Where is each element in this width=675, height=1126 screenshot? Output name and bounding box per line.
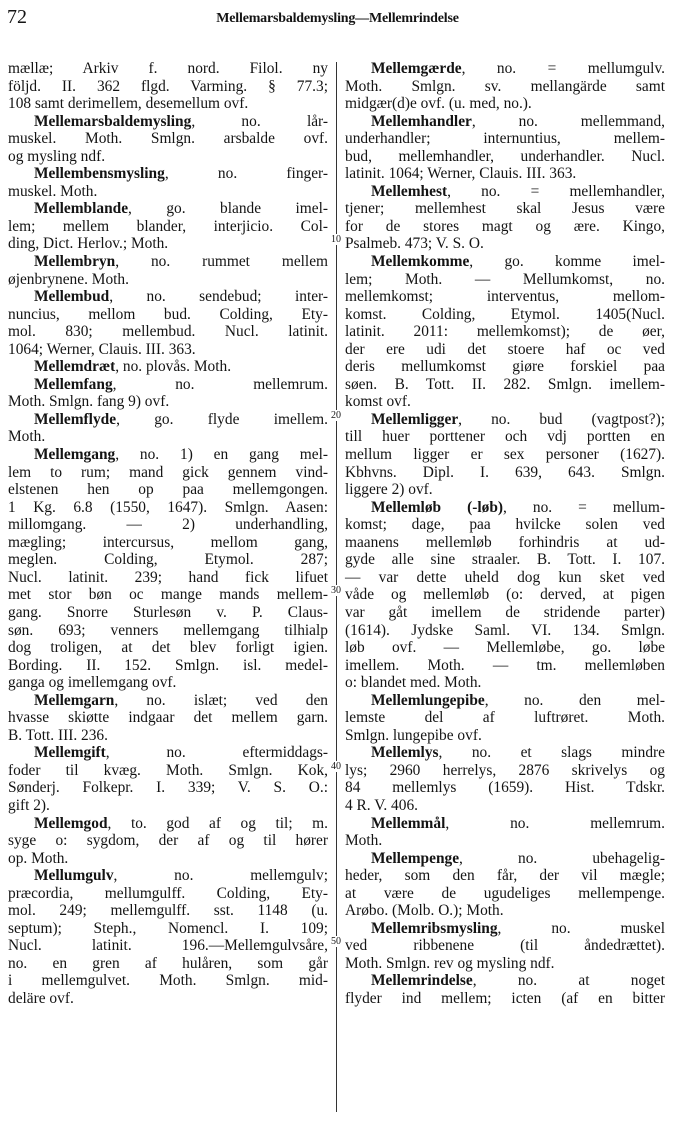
- text-line: [345, 481, 665, 499]
- text-line: [8, 902, 328, 920]
- text-line: [345, 393, 665, 411]
- headword: Mellemhandler: [371, 112, 472, 130]
- text-line: [345, 551, 665, 569]
- text-line: [345, 604, 665, 622]
- headword: Mellemfang: [34, 375, 113, 393]
- line-text: mol. 249; mellemgulff. sst. 1148 (u.: [8, 902, 328, 920]
- headword: Mellemlungepibe: [371, 691, 485, 709]
- dictionary-entry-start: [8, 165, 328, 183]
- headword: Mellemflyde: [34, 410, 117, 428]
- text-line: [8, 393, 328, 411]
- dictionary-entry-start: [8, 200, 328, 218]
- line-text: 1 Kg. 6.8 (1550, 1647). Smlgn. Aasen:: [8, 498, 328, 516]
- line-text: , no. = mellemhandler,: [447, 182, 665, 200]
- line-text: , no. plovås. Moth.: [115, 358, 232, 376]
- line-text: , no. rummet mellem: [115, 253, 328, 271]
- headword: Mellemdræt: [34, 358, 116, 376]
- line-text: , no. ubehagelig-: [459, 849, 665, 867]
- page-number: 72: [7, 6, 27, 28]
- line-text: flyder ind mellem; icten (af en bitter: [345, 989, 665, 1007]
- text-line: [8, 885, 328, 903]
- line-text: , go. flyde imellem.: [116, 410, 328, 428]
- line-text: underhandler; internuntius, mellem-: [345, 130, 665, 148]
- line-text: og mysling ndf.: [8, 147, 106, 165]
- text-line: [8, 657, 328, 675]
- dictionary-entry-start: [345, 815, 665, 833]
- text-line: [8, 516, 328, 534]
- text-line: [8, 235, 328, 253]
- headword: Mellemgærde: [371, 60, 462, 77]
- headword: Mellemligger: [371, 410, 459, 428]
- line-text: løb ovf. — Mellemløbe, go. løbe: [345, 639, 665, 657]
- text-line: [345, 569, 665, 587]
- text-line: [8, 499, 328, 517]
- text-line: [345, 674, 665, 692]
- line-text: Kbhvns. Dipl. I. 639, 643. Smlgn.: [345, 463, 665, 481]
- text-line: [8, 551, 328, 569]
- headword: Mellempenge: [371, 849, 460, 867]
- text-line: [8, 148, 328, 166]
- left-column: [8, 60, 328, 1008]
- line-text: lemste del af luftrøret. Moth.: [345, 709, 665, 727]
- line-number: 50: [331, 936, 341, 947]
- line-text: våde og mellemløb (o: derved, at pigen: [345, 586, 665, 604]
- line-text: i mellemgulvet. Moth. Smlgn. mid-: [8, 972, 328, 990]
- line-text: øjenbrynene. Moth.: [8, 270, 129, 288]
- text-line: [8, 183, 328, 201]
- headword: Mellemmål: [371, 814, 446, 832]
- text-line: [345, 516, 665, 534]
- page-header: [0, 0, 675, 34]
- line-text: muskel. Moth.: [8, 182, 98, 200]
- text-line: [8, 604, 328, 622]
- line-text: nuncius, mellom bud. Colding, Ety-: [8, 305, 328, 323]
- line-text: latinit. 1064; Werner, Clauis. III. 363.: [345, 165, 577, 183]
- line-text: bud, mellemhandler, underhandler. Nucl.: [345, 147, 665, 165]
- text-line: [8, 622, 328, 640]
- text-line: [345, 622, 665, 640]
- text-line: [345, 955, 665, 973]
- line-text: — var dette uheld dog kun sket ved: [345, 568, 665, 586]
- line-text: muskel. Moth. Smlgn. arsbalde ovf.: [8, 130, 328, 148]
- line-text: , no. et slags mindre: [438, 744, 665, 762]
- line-text: , no. eftermiddags-: [105, 744, 328, 762]
- line-text: , no. = mellumgulv.: [461, 60, 665, 77]
- dictionary-entry-start: [8, 358, 328, 376]
- dictionary-entry-start: [345, 920, 665, 938]
- line-text: , no. mellemrum.: [112, 375, 328, 393]
- text-line: [8, 937, 328, 955]
- line-text: o: blandet med. Moth.: [345, 674, 482, 692]
- line-text: heder, som den får, der vil mægle;: [345, 867, 665, 885]
- dictionary-entry-start: [8, 744, 328, 762]
- line-text: Sønderj. Folkepr. I. 339; V. S. O.:: [8, 779, 328, 797]
- text-line: [8, 832, 328, 850]
- dictionary-entry-start: [8, 113, 328, 131]
- text-line: [345, 990, 665, 1008]
- line-text: 84 mellemlys (1659). Hist. Tdskr.: [345, 779, 665, 797]
- line-text: var gåt imellem de stridende parter): [345, 603, 665, 621]
- text-line: [8, 534, 328, 552]
- line-text: Psalmeb. 473; V. S. O.: [345, 235, 484, 253]
- text-line: [8, 481, 328, 499]
- headword: Mellemlys: [371, 744, 439, 762]
- headword: Mellemblande: [34, 200, 129, 218]
- dictionary-entry-start: [345, 692, 665, 710]
- line-text: , no. mellemmand,: [471, 112, 665, 130]
- text-line: [345, 165, 665, 183]
- line-text: elstenen hen op paa mellemgongen.: [8, 481, 328, 499]
- text-line: [345, 657, 665, 675]
- dictionary-entry-start: [345, 113, 665, 131]
- line-text: met stor bøn oc mange mands mellem-: [8, 586, 328, 604]
- right-column: [345, 60, 665, 1008]
- line-text: , no. at noget: [472, 972, 665, 990]
- text-line: [8, 972, 328, 990]
- text-line: [345, 779, 665, 797]
- line-text: mol. 830; mellembud. Nucl. latinit.: [8, 323, 328, 341]
- dictionary-entry-start: [345, 850, 665, 868]
- headword: Mellemkomme: [371, 253, 470, 271]
- text-line: [8, 569, 328, 587]
- text-line: [8, 428, 328, 446]
- headword: Mellemribsmysling: [371, 919, 498, 937]
- line-text: mellum ligger er sex personer (1627).: [345, 446, 665, 464]
- dictionary-entry-start: [8, 288, 328, 306]
- text-line: [345, 762, 665, 780]
- line-text: lem; Moth. — Mellumkomst, no.: [345, 270, 665, 288]
- line-text: lem; mellem blander, interjicio. Col-: [8, 217, 328, 235]
- text-line: [345, 937, 665, 955]
- line-text: komst. Colding, Etymol. 1405(Nucl.: [345, 305, 665, 323]
- text-line: [345, 376, 665, 394]
- line-text: præcordia, mellumgulff. Colding, Ety-: [8, 884, 328, 902]
- line-text: mellemkomst; interventus, mellom-: [345, 288, 665, 306]
- text-line: [8, 727, 328, 745]
- text-line: [8, 586, 328, 604]
- line-text: ganga og imellemgang ovf.: [8, 674, 177, 692]
- text-line: [345, 130, 665, 148]
- text-line: [345, 200, 665, 218]
- dictionary-entry-start: [345, 253, 665, 271]
- line-text: dog troligen, at det blev forligt igien.: [8, 639, 328, 657]
- text-line: [8, 306, 328, 324]
- text-line: [345, 271, 665, 289]
- text-line: [345, 464, 665, 482]
- text-line: [345, 867, 665, 885]
- line-text: deris mellumkomst giøre forskiel paa: [345, 358, 665, 376]
- line-text: latinit. 2011: mellemkomst); de øer,: [345, 323, 665, 341]
- text-line: [345, 306, 665, 324]
- line-text: komst; dage, paa hvilcke solen ved: [345, 516, 665, 534]
- dictionary-entry-start: [345, 411, 665, 429]
- line-text: , no. 1) en gang mel-: [115, 446, 328, 464]
- line-text: komst ovf.: [345, 393, 411, 411]
- dictionary-entry-start: [345, 60, 665, 78]
- text-line: [345, 358, 665, 376]
- text-line: [8, 709, 328, 727]
- line-text: ved ribbenene (til åndedrættet).: [345, 937, 665, 955]
- headword: Mellembryn: [34, 253, 116, 271]
- text-line: [345, 832, 665, 850]
- headword: Mellemarsbaldemysling: [34, 112, 192, 130]
- text-line: [345, 709, 665, 727]
- line-text: søen. B. Tott. II. 282. Smlgn. imellem-: [345, 375, 665, 393]
- text-line: [8, 955, 328, 973]
- line-text: midgær(d)e ovf. (u. med, no.).: [345, 95, 532, 113]
- line-text: mællæ; Arkiv f. nord. Filol. ny: [8, 60, 328, 77]
- line-text: , no. mellemrum.: [445, 814, 665, 832]
- text-line: [345, 797, 665, 815]
- line-text: liggere 2) ovf.: [345, 481, 433, 499]
- line-text: , no. islæt; ved den: [114, 691, 328, 709]
- text-line: [8, 323, 328, 341]
- text-line: [8, 674, 328, 692]
- line-number: 40: [331, 761, 341, 772]
- text-line: [345, 428, 665, 446]
- line-text: , no. = mellum-: [503, 498, 665, 516]
- line-text: till huer porttener och vdj portten en: [345, 428, 665, 446]
- headword: Mellemgift: [34, 744, 106, 762]
- line-text: , no. sendebud; inter-: [109, 288, 328, 306]
- dictionary-entry-start: [8, 692, 328, 710]
- text-line: [345, 235, 665, 253]
- line-text: 108 samt derimellem, desemellum ovf.: [8, 95, 249, 113]
- running-head: Mellemarsbaldemysling—Mellemrindelse: [216, 11, 459, 26]
- text-line: [8, 850, 328, 868]
- line-text: 4 R. V. 406.: [345, 796, 418, 814]
- line-text: Moth. Smlgn. fang 9) ovf.: [8, 393, 170, 411]
- line-text: gift 2).: [8, 796, 50, 814]
- line-text: syge o: sygdom, der af og til hører: [8, 832, 328, 850]
- line-text: (1614). Jydske Saml. VI. 134. Smlgn.: [345, 621, 665, 639]
- headword: Mellembud: [34, 288, 110, 306]
- text-line: [8, 990, 328, 1008]
- text-line: [8, 920, 328, 938]
- text-line: [345, 534, 665, 552]
- dictionary-entry-start: [8, 411, 328, 429]
- text-line: [345, 288, 665, 306]
- line-text: Nucl. latinit. 239; hand fick lifuet: [8, 568, 328, 586]
- text-line: [8, 218, 328, 236]
- dictionary-entry-start: [345, 744, 665, 762]
- line-text: der ere udi det stoere haf oc ved: [345, 340, 665, 358]
- headword: Mellumgulv: [34, 867, 114, 885]
- text-line: [8, 271, 328, 289]
- text-line: [8, 60, 328, 78]
- line-text: millomgang. — 2) underhandling,: [8, 516, 328, 534]
- line-text: lem to rum; mand gick gennem vind-: [8, 463, 328, 481]
- text-line: [345, 148, 665, 166]
- dictionary-entry-start: [8, 253, 328, 271]
- line-text: 1064; Werner, Clauis. III. 363.: [8, 340, 196, 358]
- text-line: [8, 639, 328, 657]
- text-line: [8, 130, 328, 148]
- text-line: [345, 78, 665, 96]
- dictionary-entry-start: [345, 499, 665, 517]
- line-text: , no. lår-: [191, 112, 328, 130]
- text-line: [345, 323, 665, 341]
- line-number: 10: [331, 234, 341, 245]
- dictionary-entry-start: [8, 376, 328, 394]
- line-text: Moth.: [345, 832, 383, 850]
- text-line: [8, 762, 328, 780]
- dictionary-entry-start: [8, 446, 328, 464]
- dictionary-entry-start: [8, 867, 328, 885]
- headword: Mellemgang: [34, 446, 116, 464]
- line-number: 30: [331, 585, 341, 596]
- line-text: , go. blande imel-: [128, 200, 328, 218]
- line-text: tjener; mellemhest skal Jesus være: [345, 200, 665, 218]
- headword: Mellembensmysling: [34, 165, 165, 183]
- dictionary-entry-start: [8, 815, 328, 833]
- line-text: imellem. Moth. — tm. mellemløben: [345, 656, 665, 674]
- line-number: 20: [331, 410, 341, 421]
- line-text: , to. god af og til; m.: [107, 814, 328, 832]
- text-line: [345, 586, 665, 604]
- line-text: följd. II. 362 flgd. Varming. § 77.3;: [8, 77, 328, 95]
- line-text: Moth. Smlgn. rev og mysling ndf.: [345, 954, 555, 972]
- line-text: Smlgn. lungepibe ovf.: [345, 726, 482, 744]
- line-text: for de stores magt og ære. Kingo,: [345, 217, 665, 235]
- line-text: , no. muskel: [497, 919, 665, 937]
- text-line: [8, 779, 328, 797]
- text-line: [345, 341, 665, 359]
- line-text: , no. den mel-: [484, 691, 665, 709]
- line-text: hvasse skiøtte indgaar det mellem garn.: [8, 709, 328, 727]
- line-text: gyde alle sine straaler. B. Tott. I. 107.: [345, 551, 665, 569]
- line-text: mægling; intercursus, mellom gang,: [8, 533, 328, 551]
- line-text: Arøbo. (Molb. O.); Moth.: [345, 902, 504, 920]
- line-text: søn. 693; venners mellemgang tilhialp: [8, 621, 328, 639]
- line-text: Bording. II. 152. Smlgn. isl. medel-: [8, 656, 328, 674]
- text-line: [345, 902, 665, 920]
- headword: Mellemgarn: [34, 691, 115, 709]
- line-text: maanens mellemløb forhindris at ud-: [345, 533, 665, 551]
- text-line: [345, 95, 665, 113]
- headword: Mellemløb (-løb): [371, 498, 504, 516]
- line-text: , no. finger-: [164, 165, 328, 183]
- line-text: no. en gren af hulåren, som går: [8, 954, 328, 972]
- headword: Mellemhest: [371, 182, 448, 200]
- line-text: , no. mellemgulv;: [113, 867, 328, 885]
- text-line: [8, 797, 328, 815]
- line-text: op. Moth.: [8, 849, 69, 867]
- line-text: deläre ovf.: [8, 989, 74, 1007]
- line-text: , go. komme imel-: [469, 253, 665, 271]
- headword: Mellemrindelse: [371, 972, 473, 990]
- line-text: meglen. Colding, Etymol. 287;: [8, 551, 328, 569]
- line-text: B. Tott. III. 236.: [8, 726, 108, 744]
- line-text: septum); Steph., Nomencl. I. 109;: [8, 919, 328, 937]
- text-line: [345, 218, 665, 236]
- text-line: [345, 727, 665, 745]
- line-text: gang. Snorre Sturlesøn v. P. Claus-: [8, 603, 328, 621]
- text-line: [345, 446, 665, 464]
- text-line: [8, 78, 328, 96]
- line-text: Moth. Smlgn. sv. mellangärde samt: [345, 77, 665, 95]
- dictionary-entry-start: [345, 183, 665, 201]
- line-text: Moth.: [8, 428, 46, 446]
- line-text: ding, Dict. Herlov.; Moth.: [8, 235, 169, 253]
- line-text: at være de ugudeliges mellempenge.: [345, 884, 665, 902]
- line-text: Nucl. latinit. 196.—Mellemgulvsåre,: [8, 937, 328, 955]
- text-line: [345, 885, 665, 903]
- text-line: [8, 95, 328, 113]
- line-text: foder til kvæg. Moth. Smlgn. Kok,: [8, 761, 328, 779]
- dictionary-entry-start: [345, 972, 665, 990]
- text-line: [8, 464, 328, 482]
- line-text: , no. bud (vagtpost?);: [458, 410, 665, 428]
- text-line: [345, 639, 665, 657]
- line-text: lys; 2960 herrelys, 2876 skrivelys og: [345, 761, 665, 779]
- headword: Mellemgod: [34, 814, 108, 832]
- text-line: [8, 341, 328, 359]
